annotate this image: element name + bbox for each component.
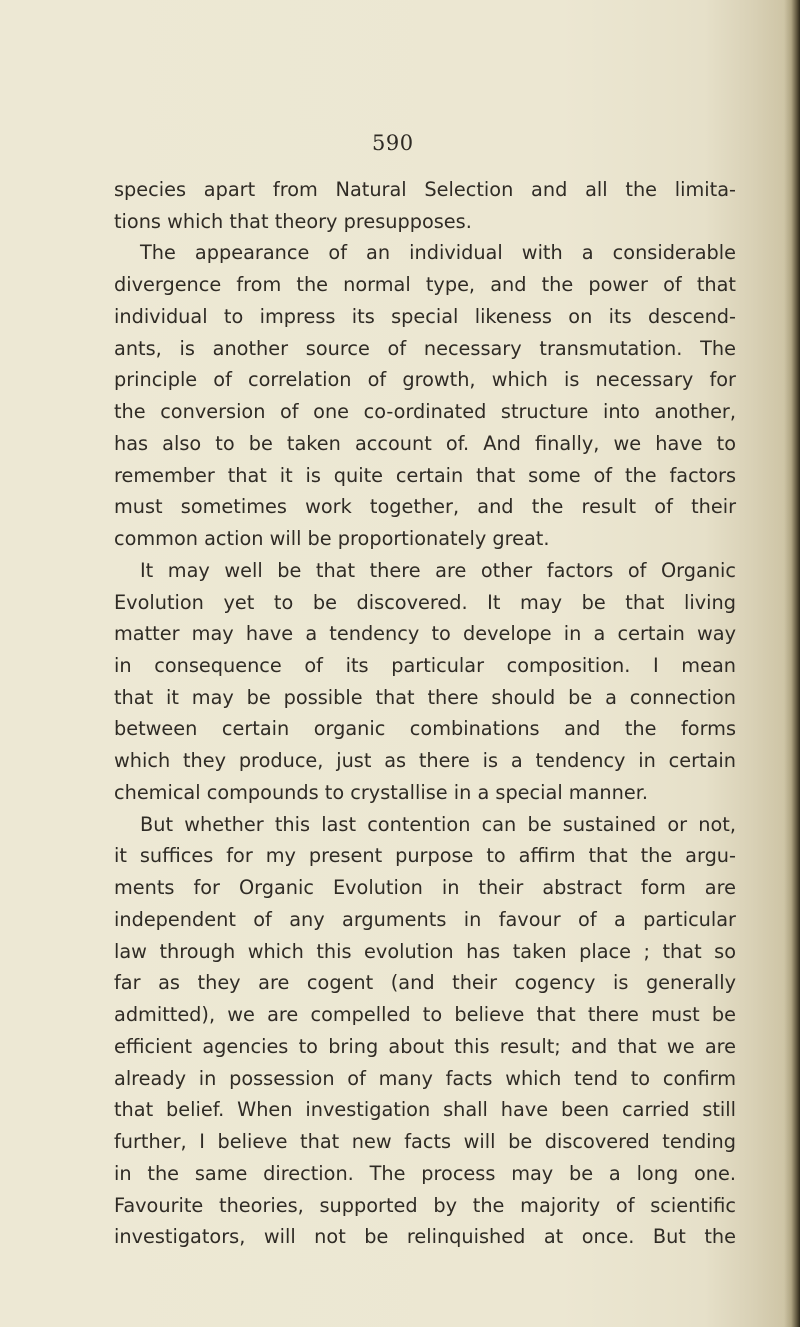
text-line: Evolution yet to be discovered. It may be that living bbox=[114, 590, 736, 614]
text-line: principle of correlation of growth, which is necessary for bbox=[114, 368, 736, 392]
text-line: ments for Organic Evolution in their abstract form are bbox=[114, 876, 736, 900]
page-number: 590 bbox=[372, 131, 414, 155]
text-line: divergence from the normal type, and the power of that bbox=[114, 273, 736, 297]
text-line: common action will be proportionately great. bbox=[114, 527, 550, 551]
text-line: investigators, will not be relinquished at once. But the bbox=[114, 1225, 736, 1249]
text-line: between certain organic combinations and the forms bbox=[114, 717, 736, 741]
text-line: further, I believe that new facts will be discovered tending bbox=[114, 1130, 736, 1154]
text-line: tions which that theory presupposes. bbox=[114, 209, 472, 233]
text-line: efficient agencies to bring about this result; and that we are bbox=[114, 1034, 736, 1058]
text-line: the conversion of one co-ordinated structure into another, bbox=[114, 400, 736, 424]
text-line: The appearance of an individual with a considerable bbox=[140, 241, 736, 265]
text-line: must sometimes work together, and the result of their bbox=[114, 495, 736, 519]
text-line: independent of any arguments in favour of a particular bbox=[114, 907, 736, 931]
text-line: matter may have a tendency to develope in a certain way bbox=[114, 622, 736, 646]
text-line: Favourite theories, supported by the majority of scientific bbox=[114, 1193, 736, 1217]
text-line: It may well be that there are other factors of Organic bbox=[140, 558, 736, 582]
text-line: ants, is another source of necessary transmutation. The bbox=[114, 336, 736, 360]
text-line: admitted), we are compelled to believe that there must be bbox=[114, 1003, 736, 1027]
text-line: chemical compounds to crystallise in a special manner. bbox=[114, 780, 648, 804]
text-line: individual to impress its special likeness on its descend- bbox=[114, 304, 736, 328]
text-line: that it may be possible that there should be a connection bbox=[114, 685, 736, 709]
text-line: But whether this last contention can be sustained or not, bbox=[140, 812, 736, 836]
text-line: law through which this evolution has taken place ; that so bbox=[114, 939, 736, 963]
text-line: already in possession of many facts which tend to confirm bbox=[114, 1066, 736, 1090]
body-text bbox=[114, 174, 736, 1253]
text-line: which they produce, just as there is a tendency in certain bbox=[114, 749, 736, 773]
text-line: species apart from Natural Selection and all the limita- bbox=[114, 178, 736, 201]
text-line: far as they are cogent (and their cogency is generally bbox=[114, 971, 736, 995]
text-line: it suffices for my present purpose to affirm that the argu- bbox=[114, 844, 736, 868]
page-edge-shadow bbox=[784, 0, 800, 1327]
text-line: in the same direction. The process may be a long one. bbox=[114, 1161, 736, 1185]
text-line: has also to be taken account of. And finally, we have to bbox=[114, 431, 736, 455]
text-line: in consequence of its particular composition. I mean bbox=[114, 654, 736, 678]
text-line: that belief. When investigation shall have been carried still bbox=[114, 1098, 736, 1122]
text-line: remember that it is quite certain that some of the factors bbox=[114, 463, 736, 487]
